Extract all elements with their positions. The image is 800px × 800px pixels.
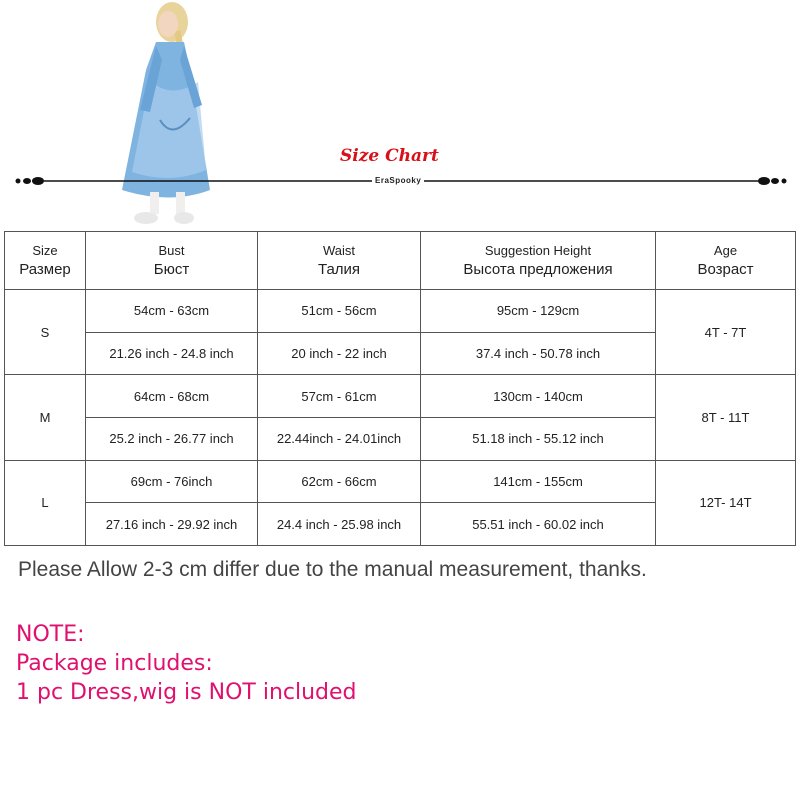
header-en: Suggestion Height <box>484 242 592 258</box>
package-label: Package includes: <box>16 651 213 676</box>
size-cell: M <box>5 375 86 460</box>
header-en: Bust <box>158 242 185 258</box>
header-ru: Высота предложения <box>463 260 613 278</box>
height-cm-cell: 95cm - 129cm <box>421 290 656 333</box>
bust-inch-cell: 27.16 inch - 29.92 inch <box>86 503 258 546</box>
waist-cm-cell: 57cm - 61cm <box>258 375 421 418</box>
bust-cm-cell: 54cm - 63cm <box>86 290 258 333</box>
bust-cm-cell: 69cm - 76inch <box>86 460 258 503</box>
waist-cm-cell: 51cm - 56cm <box>258 290 421 333</box>
column-header-waist <box>258 232 421 290</box>
table-row <box>5 290 796 333</box>
bust-inch-cell: 25.2 inch - 26.77 inch <box>86 417 258 460</box>
height-inch-cell: 55.51 inch - 60.02 inch <box>421 503 656 546</box>
table-header-row <box>5 232 796 290</box>
brand-logo: EraSpooky <box>372 176 424 185</box>
header-ru: Бюст <box>153 260 190 278</box>
header-en: Age <box>713 242 738 258</box>
note-label: NOTE: <box>16 622 85 647</box>
table-row <box>5 375 796 418</box>
header-ru: Возраст <box>697 260 754 278</box>
height-inch-cell: 51.18 inch - 55.12 inch <box>421 417 656 460</box>
height-cm-cell: 141cm - 155cm <box>421 460 656 503</box>
size-chart-title: Size Chart <box>340 146 439 166</box>
measurement-allowance-note: Please Allow 2-3 cm differ due to the manual measurement, thanks. <box>18 558 647 581</box>
waist-inch-cell: 24.4 inch - 25.98 inch <box>258 503 421 546</box>
age-cell: 4T - 7T <box>656 290 796 375</box>
age-cell: 8T - 11T <box>656 375 796 460</box>
height-inch-cell: 37.4 inch - 50.78 inch <box>421 332 656 375</box>
bust-cm-cell: 64cm - 68cm <box>86 375 258 418</box>
column-header-bust <box>86 232 258 290</box>
package-contents: 1 pc Dress,wig is NOT included <box>16 680 357 705</box>
header-en: Waist <box>322 242 356 258</box>
bust-inch-cell: 21.26 inch - 24.8 inch <box>86 332 258 375</box>
table-row <box>5 460 796 503</box>
product-photo <box>110 0 230 230</box>
header-ru: Талия <box>317 260 361 278</box>
waist-cm-cell: 62cm - 66cm <box>258 460 421 503</box>
waist-inch-cell: 20 inch - 22 inch <box>258 332 421 375</box>
column-header-height <box>421 232 656 290</box>
age-cell: 12T- 14T <box>656 460 796 545</box>
size-cell: L <box>5 460 86 545</box>
column-header-age <box>656 232 796 290</box>
height-cm-cell: 130cm - 140cm <box>421 375 656 418</box>
size-table <box>4 231 796 546</box>
waist-inch-cell: 22.44inch - 24.01inch <box>258 417 421 460</box>
column-header-size <box>5 232 86 290</box>
header-en: Size <box>32 242 58 258</box>
header-ru: Размер <box>19 260 71 278</box>
size-cell: S <box>5 290 86 375</box>
